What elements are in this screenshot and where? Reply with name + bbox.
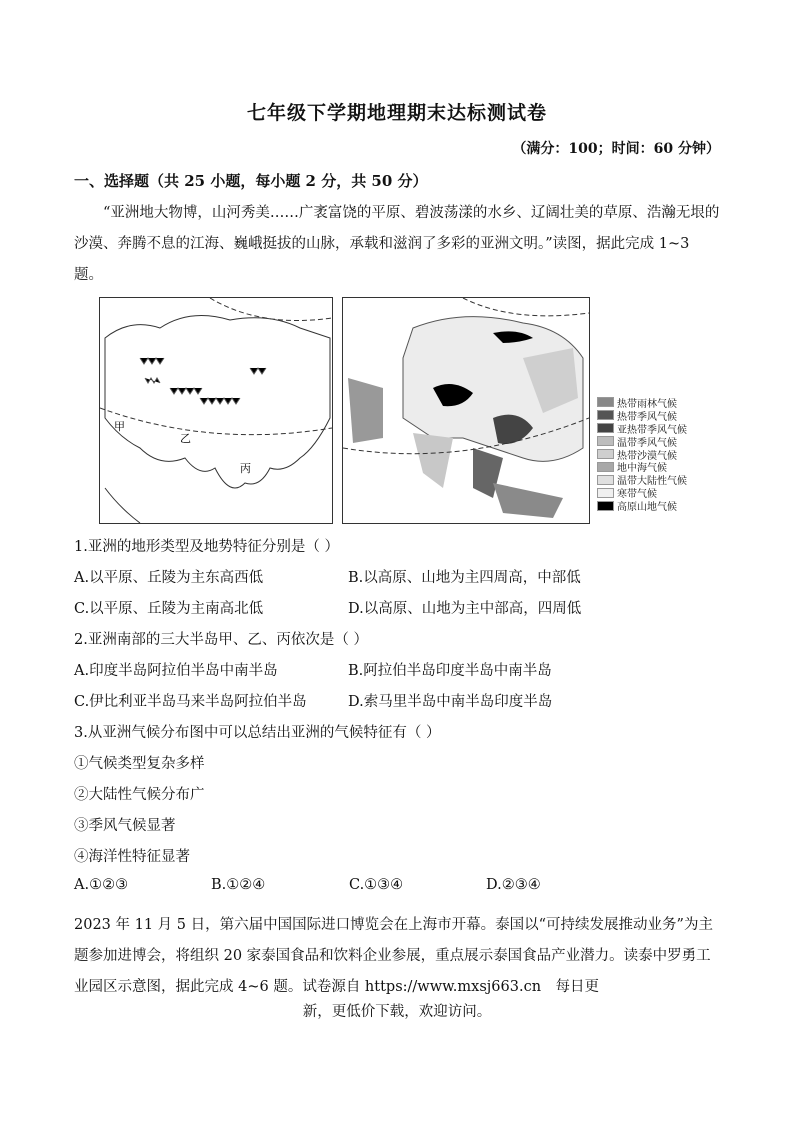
legend-item: 热带沙漠气候	[597, 448, 687, 461]
intro2-end: 新，更低价下载，欢迎访问。	[302, 1004, 492, 1020]
legend-item: 亚热带季风气候	[597, 422, 687, 435]
q1-option-b[interactable]: B.以高原、山地为主四周高，中部低	[348, 570, 581, 586]
q3-option-a[interactable]: A.①②③	[74, 877, 129, 893]
q3-statement-3: ③季风气候显著	[74, 818, 176, 834]
score-info: （满分：100；时间：60 分钟）	[512, 141, 720, 157]
q3-statement-1: ①气候类型复杂多样	[74, 756, 205, 772]
legend-item: 热带雨林气候	[597, 396, 687, 409]
label-yi: 乙	[180, 432, 191, 445]
q3-option-b[interactable]: B.①②④	[211, 877, 266, 893]
legend-item: 高原山地气候	[597, 499, 687, 512]
intro2-paragraph: 2023 年 11 月 5 日，第六届中国国际进口博览会在上海市开幕。泰国以“可持续发展推动业务”为主题参加进博会，将组织 20 家泰国食品和饮料企业参展，重点展示泰国食品产业潜力。读泰中罗勇工业园区示意图，据此完成 4~6 题。试卷源自 https://www.mxsj663.cn 每日更	[74, 917, 713, 995]
q3-option-c[interactable]: C.①③④	[349, 877, 404, 893]
q3-statement-4: ④海洋性特征显著	[74, 849, 190, 865]
section-heading: 一、选择题（共 25 小题，每小题 2 分，共 50 分）	[74, 172, 428, 190]
q1-stem: 1.亚洲的地形类型及地势特征分别是（ ）	[74, 539, 339, 555]
legend-item: 热带季风气候	[597, 409, 687, 422]
q3-option-d[interactable]: D.②③④	[486, 877, 541, 893]
legend-item: 寒带气候	[597, 486, 687, 499]
q3-stem: 3.从亚洲气候分布图中可以总结出亚洲的气候特征有（ ）	[74, 725, 441, 741]
q1-option-d[interactable]: D.以高原、山地为主中部高，四周低	[348, 601, 582, 617]
label-bing: 丙	[240, 462, 251, 475]
legend-item: 温带大陆性气候	[597, 473, 687, 486]
q1-option-a[interactable]: A.以平原、丘陵为主东高西低	[74, 570, 264, 586]
q2-stem: 2.亚洲南部的三大半岛甲、乙、丙依次是（ ）	[74, 632, 368, 648]
q2-option-c[interactable]: C.伊比利亚半岛马来半岛阿拉伯半岛	[74, 694, 307, 710]
legend-item: 温带季风气候	[597, 435, 687, 448]
intro-paragraph: “亚洲地大物博，山河秀美……广袤富饶的平原、碧波荡漾的水乡、辽阔壮美的草原、浩瀚无垠的沙漠、奔腾不息的江海、巍峨挺拔的山脉，承载和滋润了多彩的亚洲文明。”读图，据此完成 1~3 题。	[74, 205, 720, 283]
climate-legend	[597, 396, 687, 512]
legend-item: 地中海气候	[597, 460, 687, 473]
q2-option-d[interactable]: D.索马里半岛中南半岛印度半岛	[348, 694, 553, 710]
asia-climate-map	[342, 297, 590, 524]
q2-option-a[interactable]: A.印度半岛阿拉伯半岛中南半岛	[74, 663, 278, 679]
page-title: 七年级下学期地理期末达标测试卷	[246, 102, 547, 124]
q1-option-c[interactable]: C.以平原、丘陵为主南高北低	[74, 601, 264, 617]
label-jia: 甲	[114, 420, 125, 433]
q3-statement-2: ②大陆性气候分布广	[74, 787, 205, 803]
q2-option-b[interactable]: B.阿拉伯半岛印度半岛中南半岛	[348, 663, 552, 679]
asia-terrain-map	[99, 297, 333, 524]
